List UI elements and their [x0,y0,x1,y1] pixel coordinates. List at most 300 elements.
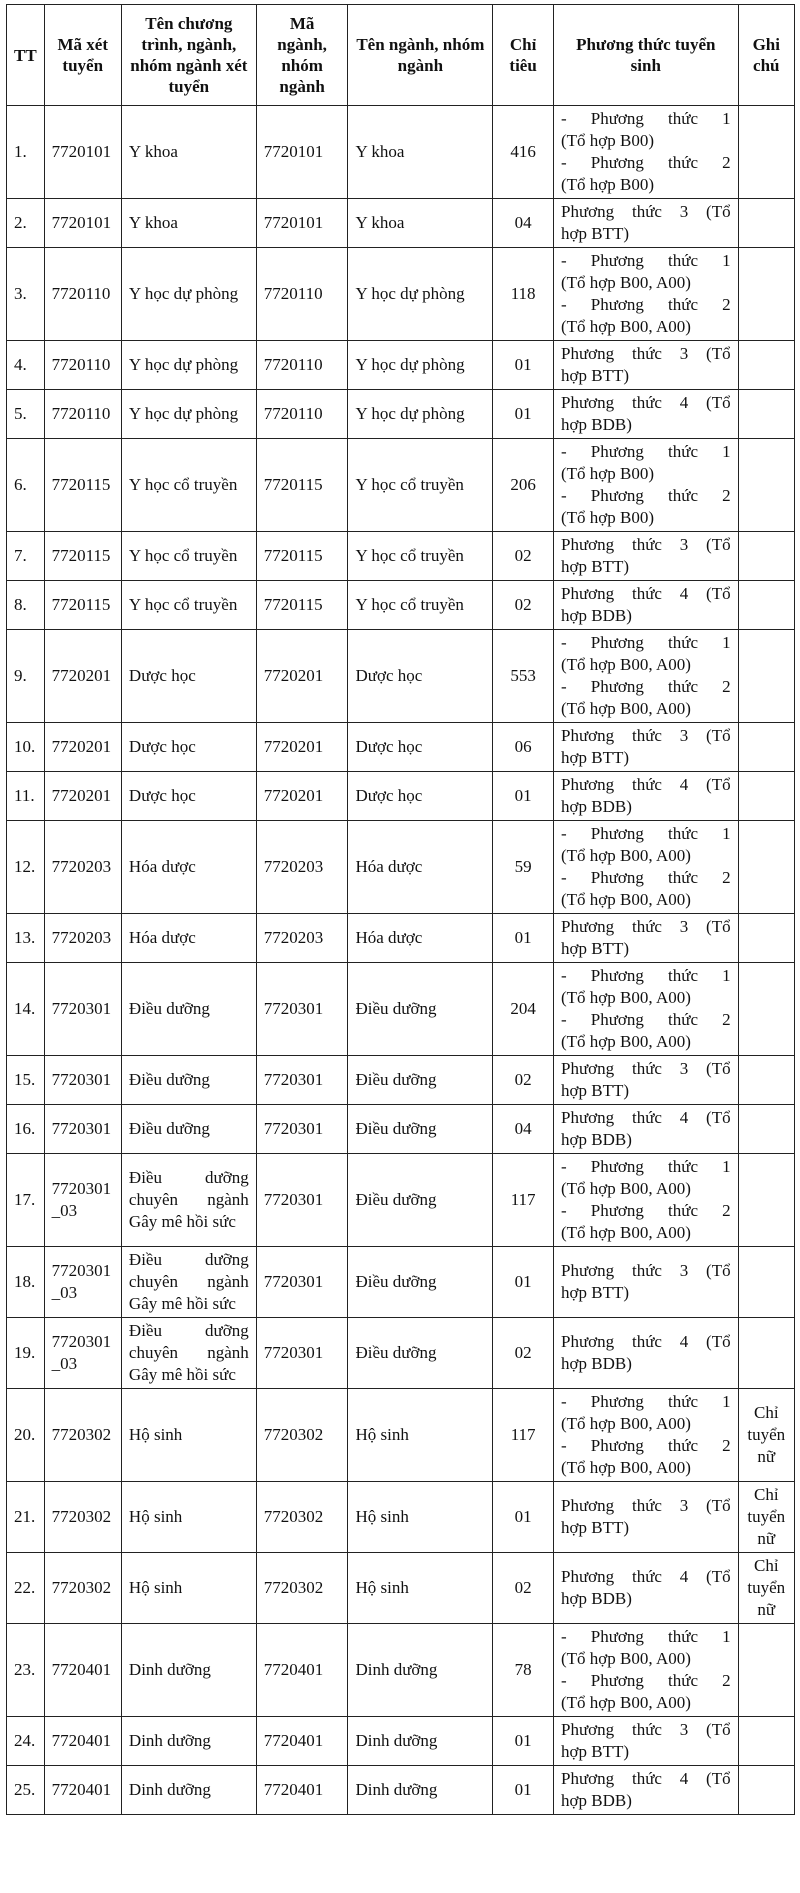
cell-ghi-chu [738,581,794,630]
cell-ma-xet-tuyen: 7720301 [44,1056,121,1105]
method-line: - Phương thức 1 [561,633,731,652]
method-line: (Tổ hợp B00, A00) [561,890,691,909]
method-line: - Phương thức 1 [561,966,731,985]
cell-ten-chuong-trinh: Dược học [121,723,256,772]
method-line: - Phương thức 1 [561,109,731,128]
cell-ten-nganh: Y học dự phòng [348,341,493,390]
cell-ghi-chu [738,1247,794,1318]
method-line: Phương thức 3 (Tổ [561,917,731,936]
cell-ghi-chu [738,390,794,439]
cell-ten-nganh: Điều dưỡng [348,1105,493,1154]
cell-ten-nganh: Hộ sinh [348,1482,493,1553]
cell-ma-xet-tuyen: 7720401 [44,1717,121,1766]
cell-ghi-chu [738,1766,794,1815]
method-line: - Phương thức 1 [561,442,731,461]
cell-ten-chuong-trinh: Điều dưỡng chuyên ngành Gây mê hồi sức [121,1318,256,1389]
cell-phuong-thuc [554,439,739,532]
cell-phuong-thuc [554,914,739,963]
method-line: Phương thức 4 (Tổ [561,1108,731,1127]
method-line: Phương thức 3 (Tổ [561,1496,731,1515]
table-row [7,390,795,439]
cell-ten-nganh: Y học cổ truyền [348,532,493,581]
cell-ghi-chu [738,106,794,199]
cell-chi-tieu: 206 [493,439,554,532]
cell-chi-tieu: 01 [493,1717,554,1766]
method-line: Phương thức 4 (Tổ [561,775,731,794]
table-row [7,439,795,532]
method-line: (Tổ hợp B00, A00) [561,1223,691,1242]
cell-phuong-thuc [554,532,739,581]
cell-chi-tieu: 01 [493,341,554,390]
method-line: hợp BDB) [561,606,632,625]
cell-chi-tieu: 01 [493,1247,554,1318]
cell-ma-nganh: 7720101 [256,199,348,248]
header-ma-nganh: Mã ngành, nhóm ngành [256,5,348,106]
table-row [7,821,795,914]
cell-ten-nganh: Hộ sinh [348,1553,493,1624]
cell-ten-chuong-trinh: Điều dưỡng [121,963,256,1056]
method-line: (Tổ hợp B00, A00) [561,1693,691,1712]
cell-ten-chuong-trinh: Y học dự phòng [121,248,256,341]
table-row [7,1389,795,1482]
cell-tt: 7. [7,532,45,581]
table-row [7,723,795,772]
cell-ghi-chu [738,1717,794,1766]
method-line: - Phương thức 2 [561,677,731,696]
cell-ma-xet-tuyen: 7720302 [44,1553,121,1624]
cell-phuong-thuc [554,723,739,772]
method-line: hợp BTT) [561,557,630,576]
table-row [7,1318,795,1389]
header-ghi-chu: Ghi chú [738,5,794,106]
method-line: hợp BTT) [561,1081,630,1100]
cell-tt: 22. [7,1553,45,1624]
method-line: - Phương thức 2 [561,1436,731,1455]
cell-ma-nganh: 7720201 [256,630,348,723]
cell-phuong-thuc [554,1105,739,1154]
cell-ten-nganh: Dược học [348,772,493,821]
cell-ten-nganh: Dinh dưỡng [348,1717,493,1766]
cell-ma-xet-tuyen: 7720115 [44,439,121,532]
cell-phuong-thuc [554,1717,739,1766]
header-row [7,5,795,106]
method-line: (Tổ hợp B00, A00) [561,699,691,718]
cell-ghi-chu: Chỉ tuyển nữ [738,1553,794,1624]
cell-tt: 18. [7,1247,45,1318]
cell-tt: 24. [7,1717,45,1766]
method-line: - Phương thức 2 [561,1671,731,1690]
cell-ghi-chu [738,1056,794,1105]
table-row [7,1154,795,1247]
cell-ten-chuong-trinh: Y học dự phòng [121,390,256,439]
cell-ten-chuong-trinh: Hóa dược [121,821,256,914]
cell-ten-nganh: Y học cổ truyền [348,439,493,532]
cell-ma-nganh: 7720301 [256,1318,348,1389]
cell-ma-xet-tuyen: 7720301 [44,963,121,1056]
cell-ten-nganh: Dinh dưỡng [348,1766,493,1815]
cell-tt: 21. [7,1482,45,1553]
cell-ten-nganh: Dinh dưỡng [348,1624,493,1717]
table-row [7,106,795,199]
method-line: Phương thức 3 (Tổ [561,1261,731,1280]
cell-ghi-chu [738,341,794,390]
cell-chi-tieu: 416 [493,106,554,199]
cell-tt: 4. [7,341,45,390]
cell-chi-tieu: 117 [493,1389,554,1482]
method-line: hợp BDB) [561,797,632,816]
cell-tt: 25. [7,1766,45,1815]
cell-ten-chuong-trinh: Điều dưỡng chuyên ngành Gây mê hồi sức [121,1154,256,1247]
cell-phuong-thuc [554,1318,739,1389]
cell-phuong-thuc [554,1389,739,1482]
table-row [7,1624,795,1717]
cell-phuong-thuc [554,1056,739,1105]
method-line: Phương thức 3 (Tổ [561,535,731,554]
cell-phuong-thuc [554,630,739,723]
cell-ten-chuong-trinh: Dinh dưỡng [121,1624,256,1717]
table-row [7,1247,795,1318]
cell-chi-tieu: 06 [493,723,554,772]
cell-ma-xet-tuyen: 7720201 [44,723,121,772]
method-line: - Phương thức 2 [561,1010,731,1029]
cell-ten-nganh: Hóa dược [348,821,493,914]
cell-ten-nganh: Điều dưỡng [348,1247,493,1318]
method-line: - Phương thức 2 [561,153,731,172]
method-line: (Tổ hợp B00, A00) [561,988,691,1007]
cell-chi-tieu: 01 [493,772,554,821]
cell-phuong-thuc [554,390,739,439]
cell-phuong-thuc [554,1553,739,1624]
table-row [7,199,795,248]
header-ten-nganh: Tên ngành, nhóm ngành [348,5,493,106]
cell-tt: 1. [7,106,45,199]
cell-tt: 6. [7,439,45,532]
cell-ma-nganh: 7720110 [256,390,348,439]
cell-chi-tieu: 02 [493,1056,554,1105]
cell-tt: 23. [7,1624,45,1717]
cell-ma-nganh: 7720110 [256,341,348,390]
cell-chi-tieu: 01 [493,914,554,963]
cell-phuong-thuc [554,1624,739,1717]
cell-ma-xet-tuyen: 7720203 [44,821,121,914]
table-row [7,630,795,723]
cell-ma-xet-tuyen: 7720110 [44,390,121,439]
cell-ma-nganh: 7720301 [256,1247,348,1318]
cell-ten-nganh: Điều dưỡng [348,1154,493,1247]
cell-phuong-thuc [554,106,739,199]
table-row [7,963,795,1056]
cell-ghi-chu [738,439,794,532]
cell-phuong-thuc [554,772,739,821]
method-line: Phương thức 3 (Tổ [561,726,731,745]
cell-ma-nganh: 7720401 [256,1766,348,1815]
cell-ten-chuong-trinh: Y học cổ truyền [121,439,256,532]
cell-chi-tieu: 02 [493,581,554,630]
cell-chi-tieu: 01 [493,1482,554,1553]
method-line: - Phương thức 1 [561,251,731,270]
cell-ma-nganh: 7720301 [256,963,348,1056]
cell-ten-nganh: Hộ sinh [348,1389,493,1482]
cell-tt: 13. [7,914,45,963]
cell-phuong-thuc [554,1154,739,1247]
cell-ma-xet-tuyen: 7720401 [44,1624,121,1717]
method-line: (Tổ hợp B00) [561,131,655,150]
cell-ten-nganh: Điều dưỡng [348,1056,493,1105]
table-row [7,1105,795,1154]
header-chi-tieu: Chỉ tiêu [493,5,554,106]
cell-ma-nganh: 7720301 [256,1056,348,1105]
method-line: - Phương thức 1 [561,824,731,843]
method-line: Phương thức 3 (Tổ [561,202,731,221]
cell-ma-xet-tuyen: 7720115 [44,532,121,581]
header-phuong-thuc: Phương thức tuyển sinh [554,5,739,106]
cell-ghi-chu [738,821,794,914]
cell-ma-nganh: 7720201 [256,772,348,821]
cell-ghi-chu [738,532,794,581]
cell-ten-chuong-trinh: Điều dưỡng chuyên ngành Gây mê hồi sức [121,1247,256,1318]
method-line: Phương thức 3 (Tổ [561,1720,731,1739]
table-row [7,1766,795,1815]
header-ma-xet-tuyen: Mã xét tuyển [44,5,121,106]
cell-phuong-thuc [554,341,739,390]
cell-ma-nganh: 7720302 [256,1553,348,1624]
cell-ghi-chu [738,914,794,963]
cell-tt: 2. [7,199,45,248]
cell-phuong-thuc [554,821,739,914]
method-line: - Phương thức 2 [561,486,731,505]
table-row [7,341,795,390]
cell-ghi-chu [738,1105,794,1154]
cell-ten-chuong-trinh: Y học dự phòng [121,341,256,390]
cell-ten-chuong-trinh: Hộ sinh [121,1389,256,1482]
cell-ten-chuong-trinh: Dược học [121,772,256,821]
cell-tt: 15. [7,1056,45,1105]
method-line: (Tổ hợp B00, A00) [561,1032,691,1051]
cell-chi-tieu: 01 [493,1766,554,1815]
cell-ma-xet-tuyen: 7720302 [44,1389,121,1482]
cell-tt: 10. [7,723,45,772]
table-row [7,248,795,341]
header-ten-chuong-trinh: Tên chương trình, ngành, nhóm ngành xét tuyển [121,5,256,106]
cell-ghi-chu [738,723,794,772]
cell-ten-nganh: Dược học [348,723,493,772]
cell-ma-nganh: 7720401 [256,1624,348,1717]
cell-ma-nganh: 7720301 [256,1154,348,1247]
cell-ma-nganh: 7720203 [256,821,348,914]
cell-chi-tieu: 118 [493,248,554,341]
cell-tt: 16. [7,1105,45,1154]
cell-ma-xet-tuyen: 7720301_03 [44,1154,121,1247]
cell-ten-nganh: Điều dưỡng [348,963,493,1056]
cell-ma-xet-tuyen: 7720115 [44,581,121,630]
cell-ten-nganh: Điều dưỡng [348,1318,493,1389]
method-line: (Tổ hợp B00, A00) [561,273,691,292]
method-line: - Phương thức 2 [561,1201,731,1220]
method-line: Phương thức 3 (Tổ [561,344,731,363]
cell-ma-nganh: 7720302 [256,1482,348,1553]
method-line: - Phương thức 1 [561,1157,731,1176]
cell-tt: 5. [7,390,45,439]
cell-ten-chuong-trinh: Dược học [121,630,256,723]
cell-ten-chuong-trinh: Hộ sinh [121,1482,256,1553]
cell-ten-chuong-trinh: Điều dưỡng [121,1105,256,1154]
method-line: (Tổ hợp B00, A00) [561,1179,691,1198]
admissions-table [6,4,795,1815]
cell-tt: 14. [7,963,45,1056]
method-line: hợp BDB) [561,1589,632,1608]
cell-tt: 12. [7,821,45,914]
method-line: - Phương thức 1 [561,1627,731,1646]
cell-ma-xet-tuyen: 7720301_03 [44,1247,121,1318]
method-line: Phương thức 4 (Tổ [561,1332,731,1351]
cell-ghi-chu [738,1624,794,1717]
cell-ten-chuong-trinh: Y học cổ truyền [121,581,256,630]
cell-tt: 17. [7,1154,45,1247]
cell-ten-chuong-trinh: Dinh dưỡng [121,1766,256,1815]
method-line: Phương thức 4 (Tổ [561,1567,731,1586]
cell-ma-xet-tuyen: 7720110 [44,341,121,390]
cell-chi-tieu: 02 [493,532,554,581]
cell-tt: 19. [7,1318,45,1389]
cell-ghi-chu [738,1318,794,1389]
cell-tt: 20. [7,1389,45,1482]
method-line: hợp BTT) [561,1283,630,1302]
method-line: Phương thức 4 (Tổ [561,393,731,412]
cell-chi-tieu: 78 [493,1624,554,1717]
method-line: hợp BDB) [561,1791,632,1810]
cell-ten-nganh: Y khoa [348,106,493,199]
cell-ma-nganh: 7720115 [256,581,348,630]
header-tt: TT [7,5,45,106]
cell-ghi-chu [738,630,794,723]
cell-ma-nganh: 7720110 [256,248,348,341]
method-line: (Tổ hợp B00, A00) [561,655,691,674]
method-line: (Tổ hợp B00, A00) [561,846,691,865]
method-line: hợp BTT) [561,748,630,767]
cell-ma-nganh: 7720301 [256,1105,348,1154]
cell-tt: 3. [7,248,45,341]
cell-ma-xet-tuyen: 7720301 [44,1105,121,1154]
method-line: hợp BDB) [561,415,632,434]
cell-phuong-thuc [554,1482,739,1553]
cell-ghi-chu [738,199,794,248]
cell-chi-tieu: 59 [493,821,554,914]
cell-phuong-thuc [554,1766,739,1815]
cell-ten-nganh: Y khoa [348,199,493,248]
method-line: - Phương thức 1 [561,1392,731,1411]
table-row [7,532,795,581]
method-line: (Tổ hợp B00) [561,508,655,527]
method-line: hợp BTT) [561,939,630,958]
cell-ma-xet-tuyen: 7720101 [44,199,121,248]
cell-ten-nganh: Y học cổ truyền [348,581,493,630]
cell-ghi-chu [738,772,794,821]
cell-ten-nganh: Dược học [348,630,493,723]
cell-chi-tieu: 02 [493,1318,554,1389]
cell-phuong-thuc [554,199,739,248]
cell-ten-chuong-trinh: Dinh dưỡng [121,1717,256,1766]
table-row [7,1553,795,1624]
table-header [7,5,795,106]
cell-ghi-chu: Chỉ tuyển nữ [738,1389,794,1482]
cell-ma-nganh: 7720115 [256,439,348,532]
cell-phuong-thuc [554,1247,739,1318]
cell-ten-chuong-trinh: Y khoa [121,106,256,199]
cell-ten-nganh: Hóa dược [348,914,493,963]
cell-ten-chuong-trinh: Y học cổ truyền [121,532,256,581]
method-line: hợp BDB) [561,1354,632,1373]
cell-chi-tieu: 117 [493,1154,554,1247]
cell-tt: 8. [7,581,45,630]
cell-ma-xet-tuyen: 7720110 [44,248,121,341]
method-line: hợp BTT) [561,1742,630,1761]
cell-ghi-chu: Chỉ tuyển nữ [738,1482,794,1553]
cell-ma-xet-tuyen: 7720203 [44,914,121,963]
method-line: (Tổ hợp B00, A00) [561,1649,691,1668]
cell-tt: 9. [7,630,45,723]
method-line: hợp BTT) [561,1518,630,1537]
method-line: (Tổ hợp B00, A00) [561,1458,691,1477]
method-line: - Phương thức 2 [561,295,731,314]
cell-ma-nganh: 7720115 [256,532,348,581]
cell-ghi-chu [738,1154,794,1247]
cell-ten-nganh: Y học dự phòng [348,390,493,439]
cell-ma-xet-tuyen: 7720201 [44,772,121,821]
cell-ma-xet-tuyen: 7720101 [44,106,121,199]
cell-ten-chuong-trinh: Hộ sinh [121,1553,256,1624]
method-line: hợp BTT) [561,366,630,385]
cell-chi-tieu: 204 [493,963,554,1056]
cell-ma-nganh: 7720101 [256,106,348,199]
method-line: Phương thức 4 (Tổ [561,1769,731,1788]
method-line: (Tổ hợp B00) [561,464,655,483]
cell-ma-xet-tuyen: 7720201 [44,630,121,723]
method-line: (Tổ hợp B00, A00) [561,1414,691,1433]
cell-ma-xet-tuyen: 7720301_03 [44,1318,121,1389]
method-line: Phương thức 3 (Tổ [561,1059,731,1078]
cell-chi-tieu: 553 [493,630,554,723]
method-line: (Tổ hợp B00, A00) [561,317,691,336]
cell-ten-chuong-trinh: Điều dưỡng [121,1056,256,1105]
cell-ma-nganh: 7720203 [256,914,348,963]
cell-chi-tieu: 01 [493,390,554,439]
cell-chi-tieu: 02 [493,1553,554,1624]
table-row [7,914,795,963]
table-row [7,1482,795,1553]
cell-phuong-thuc [554,581,739,630]
cell-ten-chuong-trinh: Hóa dược [121,914,256,963]
cell-chi-tieu: 04 [493,1105,554,1154]
cell-ghi-chu [738,248,794,341]
cell-ten-nganh: Y học dự phòng [348,248,493,341]
cell-ma-nganh: 7720401 [256,1717,348,1766]
cell-phuong-thuc [554,248,739,341]
cell-ma-xet-tuyen: 7720401 [44,1766,121,1815]
table-body [7,106,795,1815]
cell-ten-chuong-trinh: Y khoa [121,199,256,248]
cell-ghi-chu [738,963,794,1056]
method-line: (Tổ hợp B00) [561,175,655,194]
cell-tt: 11. [7,772,45,821]
cell-ma-xet-tuyen: 7720302 [44,1482,121,1553]
cell-chi-tieu: 04 [493,199,554,248]
table-row [7,581,795,630]
table-row [7,1056,795,1105]
method-line: - Phương thức 2 [561,868,731,887]
method-line: Phương thức 4 (Tổ [561,584,731,603]
table-row [7,772,795,821]
cell-ma-nganh: 7720302 [256,1389,348,1482]
